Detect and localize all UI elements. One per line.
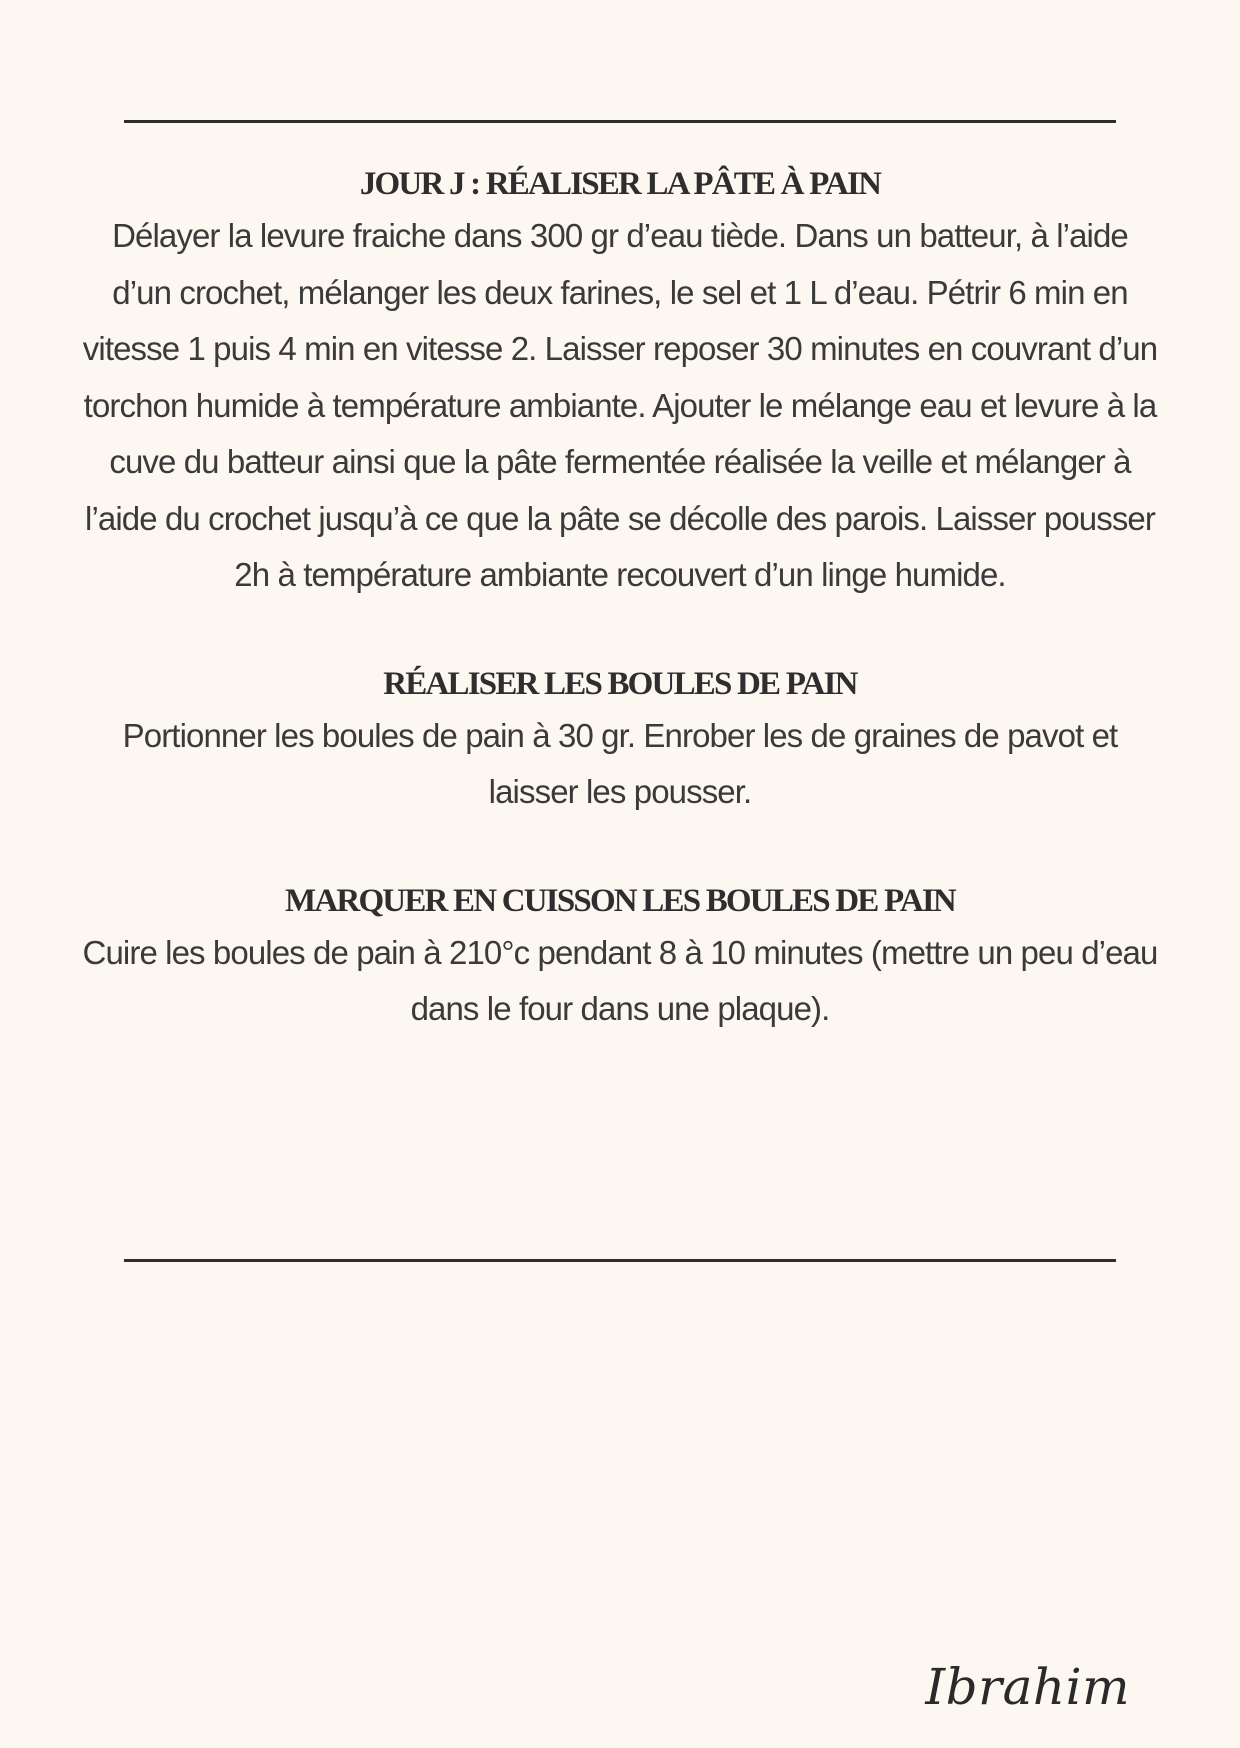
section-boules-de-pain [80,660,1160,821]
section-pate-a-pain [80,160,1160,604]
bottom-divider [124,1259,1116,1262]
section-heading: MARQUER EN CUISSON LES BOULES DE PAIN [285,882,955,919]
recipe-content [80,160,1160,1038]
section-body: Portionner les boules de pain à 30 gr. Enrober les de graines de pavot et laisser les pousser. [122,716,1118,810]
section-body: Délayer la levure fraiche dans 300 gr d’eau tiède. Dans un batteur, à l’aide d’un crochet, mélanger les deux farines, le sel et 1 L d’eau. Pétrir 6 min en vitesse 1 puis 4 min en vitesse 2. Laisser reposer 30 minutes en couvrant d’un torchon humide à température ambiante. Ajouter le mélange eau et levure à la cuve du batteur ainsi que la pâte fermentée réalisée la veille et mélanger à l’aide du crochet jusqu’à ce que la pâte se décolle des parois. Laisser pousser 2h à température ambiante recouvert d’un linge humide. [82,217,1158,593]
top-divider [124,120,1116,123]
signature: Ibrahim [925,1658,1130,1716]
section-body: Cuire les boules de pain à 210°c pendant 8 à 10 minutes (mettre un peu d’eau dans le four dans une plaque). [82,933,1158,1027]
section-heading: RÉALISER LES BOULES DE PAIN [383,665,857,702]
section-cuisson [80,877,1160,1038]
section-heading: JOUR J : RÉALISER LA PÂTE À PAIN [359,166,881,202]
